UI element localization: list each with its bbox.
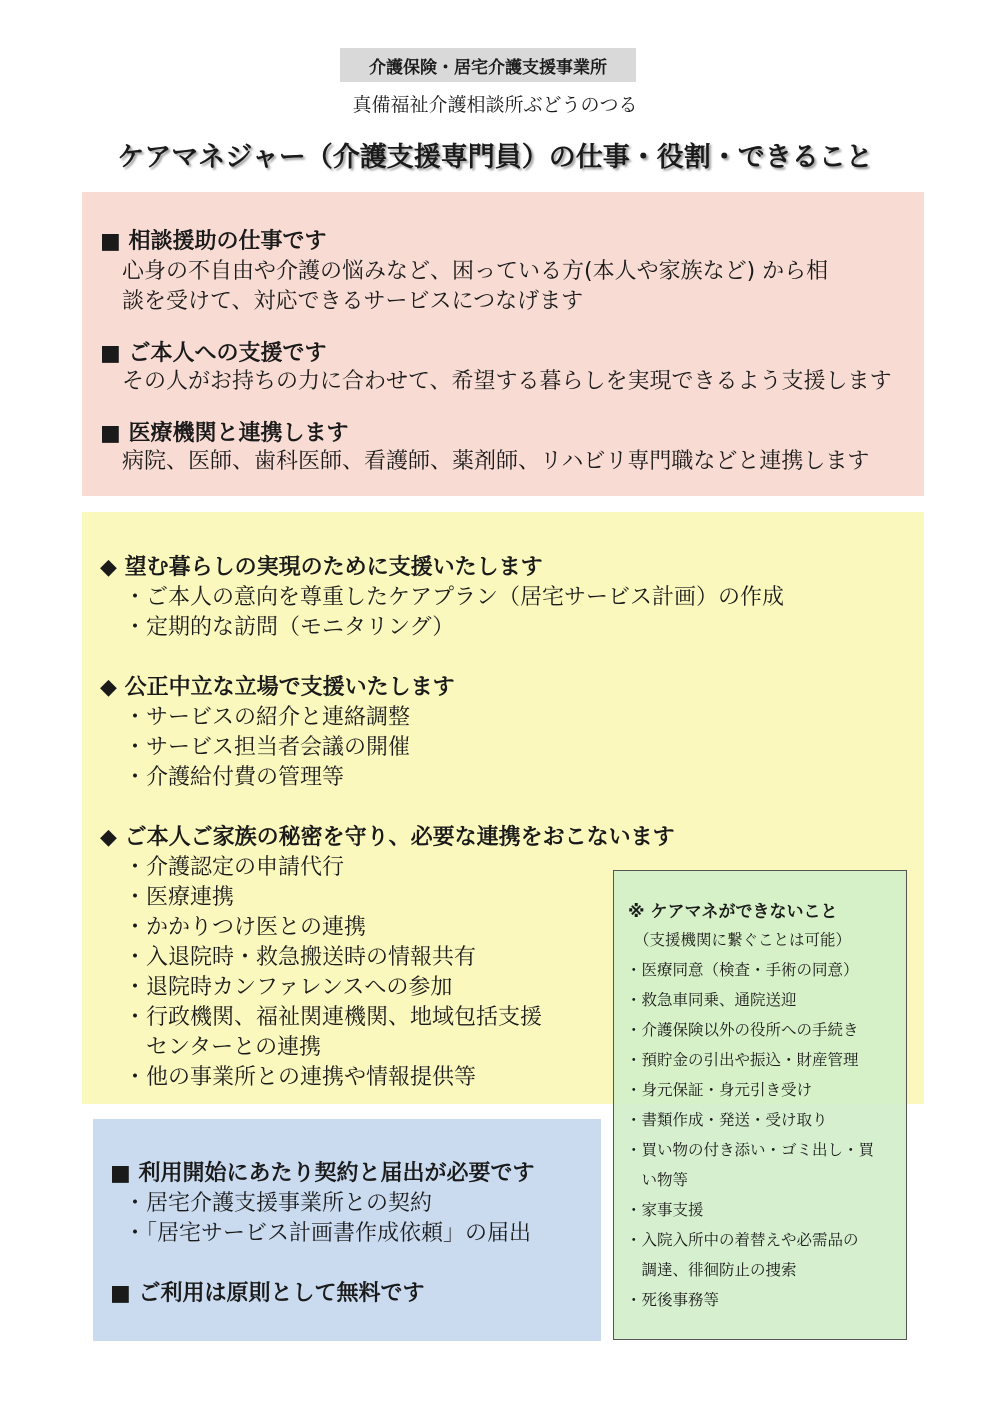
support-item: ・医療連携 xyxy=(124,885,235,910)
cannot-do-item: ・書類作成・発送・受け取り xyxy=(626,1111,828,1129)
cannot-do-item: ・家事支援 xyxy=(626,1201,704,1219)
support-item: ・介護給付費の管理等 xyxy=(124,765,345,790)
role-line: 談を受けて、対応できるサービスにつなげます xyxy=(122,289,584,314)
support-heading-privacy: ◆ ご本人ご家族の秘密を守り、必要な連携をおこないます xyxy=(100,825,675,850)
page-title: ケアマネジャー（介護支援専門員）の仕事・役割・できること xyxy=(117,142,873,173)
support-heading-neutral: ◆ 公正中立な立場で支援いたします xyxy=(100,675,455,700)
support-item: ・退院時カンファレンスへの参加 xyxy=(124,975,453,1000)
cannot-do-item: ・救急車同乗、通院送迎 xyxy=(626,991,797,1009)
support-item: ・行政機関、福祉関連機関、地域包括支援 xyxy=(124,1005,543,1030)
free-of-charge-heading: ■ ご利用は原則として無料です xyxy=(110,1281,425,1306)
contract-item: ・「居宅サービス計画書作成依頼」の届出 xyxy=(124,1221,532,1246)
support-item: センターとの連携 xyxy=(124,1035,322,1060)
support-item: ・サービスの紹介と連絡調整 xyxy=(124,705,411,730)
support-item: ・他の事業所との連携や情報提供等 xyxy=(124,1065,477,1090)
role-heading-support: ■ ご本人への支援です xyxy=(100,341,327,366)
role-line: その人がお持ちの力に合わせて、希望する暮らしを実現できるよう支援します xyxy=(122,369,892,394)
cannot-do-item: ・預貯金の引出や振込・財産管理 xyxy=(626,1051,859,1069)
support-item: ・サービス担当者会議の開催 xyxy=(124,735,411,760)
header-badge: 介護保険・居宅介護支援事業所 xyxy=(340,48,636,82)
support-heading-life: ◆ 望む暮らしの実現のために支援いたします xyxy=(100,555,543,580)
role-line: 心身の不自由や介護の悩みなど、困っている方(本人や家族など) から相 xyxy=(122,259,829,284)
cannot-do-item: ・身元保証・身元引き受け xyxy=(626,1081,813,1099)
organization-name: 真備福祉介護相談所ぶどうのつる xyxy=(352,94,638,116)
role-heading-consultation: ■ 相談援助の仕事です xyxy=(100,229,327,254)
support-item: ・介護認定の申請代行 xyxy=(124,855,345,880)
cannot-do-title: ※ ケアマネができないこと xyxy=(628,902,838,922)
support-item: ・入退院時・救急搬送時の情報共有 xyxy=(124,945,477,970)
cannot-do-subtitle: （支援機関に繋ぐことは可能） xyxy=(634,931,852,949)
cannot-do-item: ・医療同意（検査・手術の同意） xyxy=(626,961,859,979)
support-item: ・ご本人の意向を尊重したケアプラン（居宅サービス計画）の作成 xyxy=(124,585,785,610)
role-heading-medical: ■ 医療機関と連携します xyxy=(100,421,349,446)
support-item: ・かかりつけ医との連携 xyxy=(124,915,367,940)
contract-heading: ■ 利用開始にあたり契約と届出が必要です xyxy=(110,1161,535,1186)
cannot-do-item: ・買い物の付き添い・ゴミ出し・買 xyxy=(626,1141,875,1159)
cannot-do-item: ・入院入所中の着替えや必需品の xyxy=(626,1231,859,1249)
cannot-do-item: 調達、徘徊防止の捜索 xyxy=(626,1261,797,1279)
role-line: 病院、医師、歯科医師、看護師、薬剤師、リハビリ専門職などと連携します xyxy=(122,449,870,474)
cannot-do-item: ・介護保険以外の役所への手続き xyxy=(626,1021,859,1039)
cannot-do-item: い物等 xyxy=(626,1171,689,1189)
cannot-do-item: ・死後事務等 xyxy=(626,1291,720,1309)
contract-item: ・居宅介護支援事業所との契約 xyxy=(124,1191,433,1216)
support-item: ・定期的な訪問（モニタリング） xyxy=(124,615,455,640)
